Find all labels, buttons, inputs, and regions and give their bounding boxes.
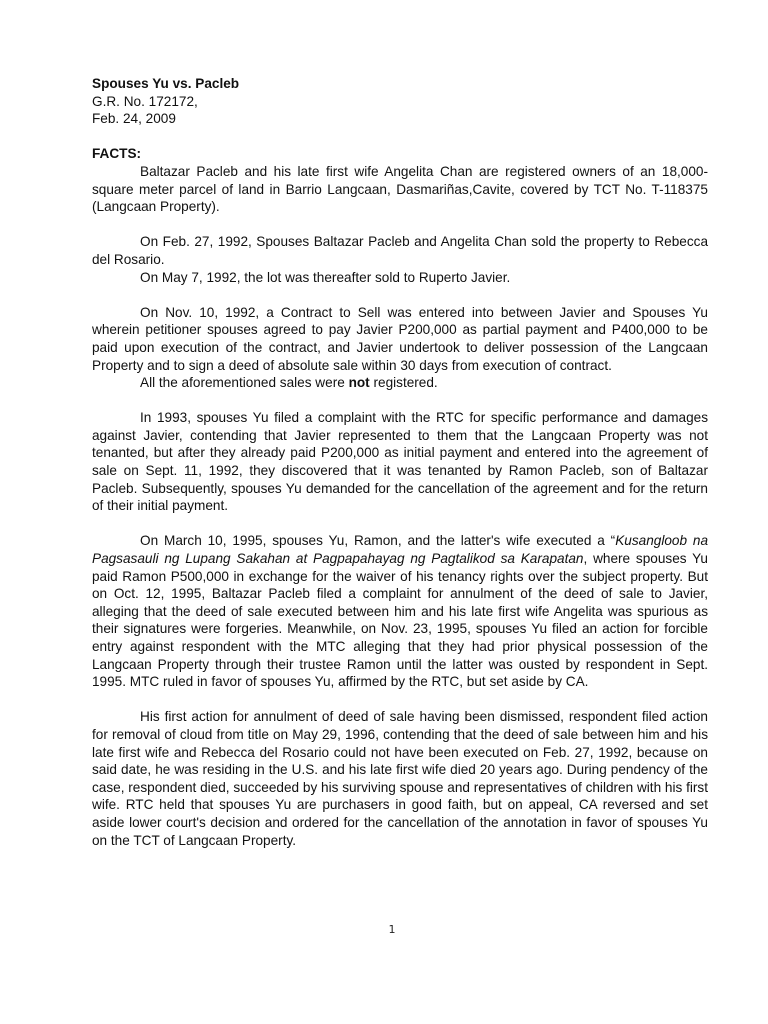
paragraph-5-bold-word: not xyxy=(348,375,370,391)
case-title: Spouses Yu vs. Pacleb xyxy=(92,76,240,91)
case-date: Feb. 24, 2009 xyxy=(92,111,176,127)
facts-paragraph-4: On Nov. 10, 1992, a Contract to Sell was entered into between Javier and Spouses Yu wherein petitioner spouses agreed to pay Javier P200,000 as partial payment and P400,000 to be paid upon execution of the contract, and Javier undertook to deliver possession of the Langcaan Property and to sign a deed of absolute sale within 30 days from execution of contract. xyxy=(92,304,708,373)
paragraph-5-text-before: All the aforementioned sales were xyxy=(140,375,349,391)
facts-paragraph-5 xyxy=(92,374,708,392)
paragraph-7-italic-title: Kusangloob na Pagsasauli ng Lupang Sakahan at Pagpapahayag ng Pagtalikod sa Karapatan xyxy=(92,533,709,567)
facts-paragraph-1: Baltazar Pacleb and his late first wife Angelita Chan are registered owners of an 18,000-square meter parcel of land in Barrio Langcaan, Dasmariñas,Cavite, covered by TCT No. T-118375 (Langcaan Property). xyxy=(92,163,708,215)
page-number: 1 xyxy=(388,923,396,936)
paragraph-5-text-after: registered. xyxy=(369,375,438,391)
facts-paragraph-7 xyxy=(92,532,708,690)
document-body xyxy=(92,75,708,849)
facts-paragraph-8: His first action for annulment of deed of sale having been dismissed, respondent filed action for removal of cloud from title on May 29, 1996, contending that the deed of sale between him and his late first wife and Rebecca del Rosario could not have been executed on Feb. 27, 1992, because on said date, he was residing in the U.S. and his late first wife died 20 years ago. During pendency of the case, respondent died, succeeded by his surviving spouse and representatives of children with his first wife. RTC held that spouses Yu are purchasers in good faith, but on appeal, CA reversed and set aside lower court's decision and ordered for the cancellation of the annotation in favor of spouses Yu on the TCT of Langcaan Property. xyxy=(92,709,708,848)
gr-number: G.R. No. 172172, xyxy=(92,93,198,109)
paragraph-7-text-after: , where spouses Yu paid Ramon P500,000 in exchange for the waiver of his tenancy rights over the subject property. But on Oct. 12, 1995, Baltazar Pacleb filed a complaint for annulment of the deed of sale to Javier, alleging that the deed of sale executed between him and his late first wife Angelita was spurious as their signatures were forgeries. Meanwhile, on Nov. 23, 1995, spouses Yu filed an action for forcible entry against respondent with the MTC alleging that they had prior physical possession of the Langcaan Property through their trustee Ramon until the latter was ousted by respondent in Sept. 1995. MTC ruled in favor of spouses Yu, affirmed by the RTC, but set aside by CA. xyxy=(92,551,708,690)
facts-paragraph-3: On May 7, 1992, the lot was thereafter sold to Ruperto Javier. xyxy=(140,269,511,285)
paragraph-7-text-before: On March 10, 1995, spouses Yu, Ramon, and the latter's wife executed a “ xyxy=(140,533,616,549)
facts-paragraph-6: In 1993, spouses Yu filed a complaint with the RTC for specific performance and damages against Javier, contending that Javier represented to them that the Langcaan Property was not tenanted, but after they already paid P200,000 as initial payment and entered into the agreement of sale on Sept. 11, 1992, they discovered that it was tenanted by Ramon Pacleb, son of Baltazar Pacleb. Subsequently, spouses Yu demanded for the cancellation of the agreement and for the return of their initial payment. xyxy=(92,410,708,514)
facts-paragraph-2: On Feb. 27, 1992, Spouses Baltazar Pacleb and Angelita Chan sold the property to Rebecca del Rosario. xyxy=(92,234,708,267)
facts-heading: FACTS: xyxy=(92,146,142,162)
